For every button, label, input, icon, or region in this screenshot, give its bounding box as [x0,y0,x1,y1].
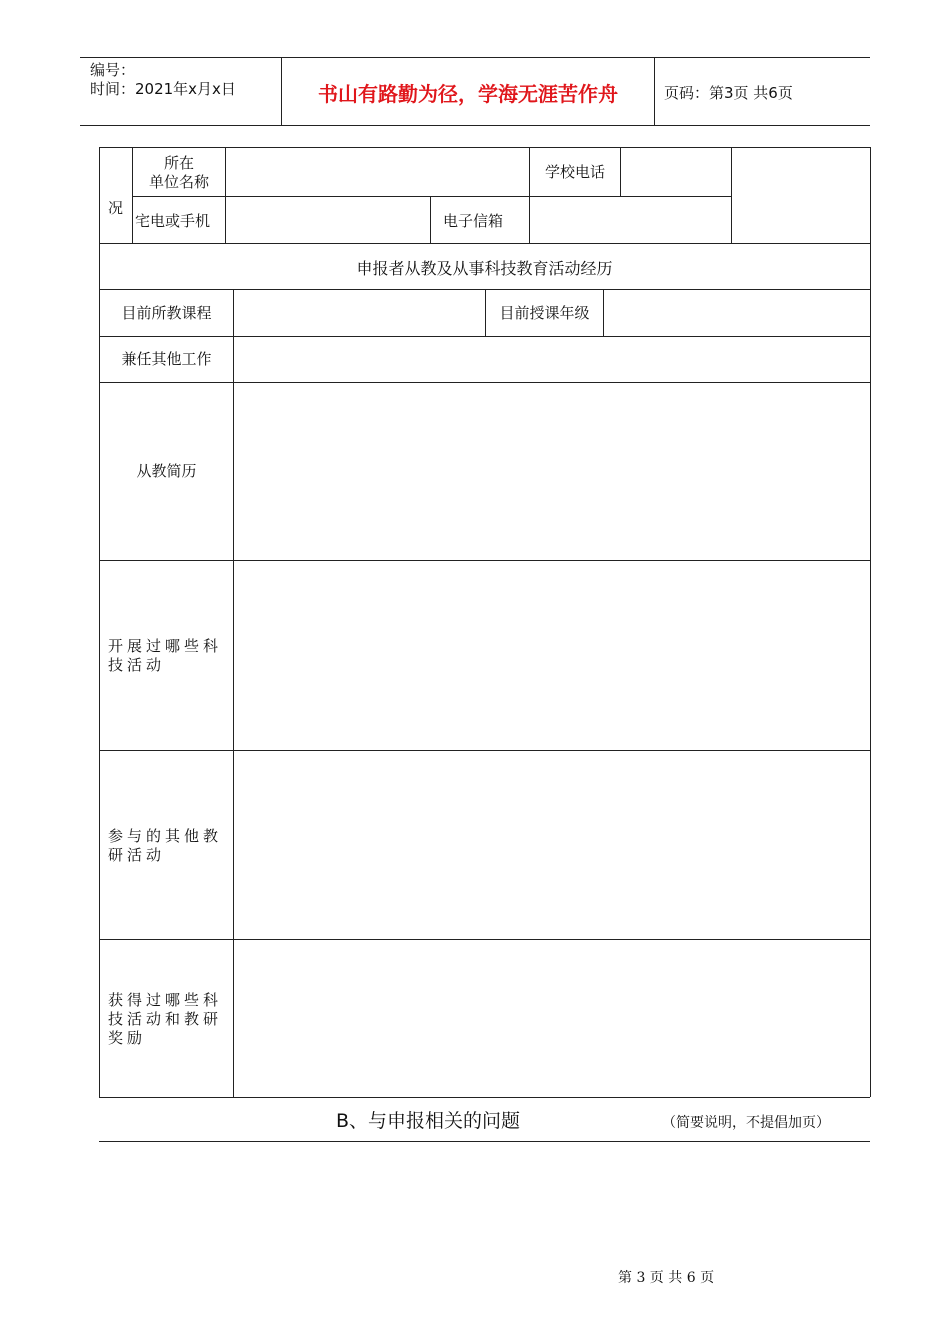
email-label: 电子信箱 [442,212,503,230]
unit-name-field[interactable] [226,148,528,195]
other-work-field[interactable] [234,337,869,381]
other-work-label: 兼任其他工作 [121,350,212,368]
teaching-resume-field[interactable] [234,383,869,559]
footer-page-number: 第 3 页 共 6 页 [618,1270,715,1286]
awards-field[interactable] [234,940,869,1096]
current-courses-field[interactable] [234,290,484,335]
side-label: 况 [108,199,124,217]
school-phone-label: 学校电话 [544,163,605,181]
header-divider-right [654,57,655,125]
section-b-rule [99,1141,870,1142]
awards-label: 获得过哪些科技活动和教研奖励 [108,991,223,1047]
section-title: 申报者从教及从事科技教育活动经历 [356,259,613,278]
home-phone-field[interactable] [226,197,429,242]
table-right-border [870,147,871,1097]
unit-name-label-line1: 所在 [163,154,194,172]
motto-title: 书山有路勤为径，学海无涯苦作舟 [318,82,618,106]
section-b-title: B、与申报相关的问题 [336,1110,521,1132]
header-top-rule [80,57,870,58]
other-research-field[interactable] [234,751,869,938]
contact-bottom-rule [99,243,870,244]
time-label: 时间：2021年x月x日 [90,80,236,98]
tech-activities-label: 开展过哪些科技活动 [108,637,223,674]
email-field[interactable] [530,197,730,242]
photo-box [732,148,869,242]
current-courses-label: 目前所教课程 [121,304,212,322]
section-b-note: （简要说明，不提倡加页） [662,1115,830,1131]
current-grade-field[interactable] [604,290,869,335]
serial-label: 编号： [90,61,136,79]
current-grade-label: 目前授课年级 [499,304,590,322]
home-phone-label: 宅电或手机 [135,212,211,230]
tech-activities-field[interactable] [234,561,869,749]
other-research-label: 参与的其他教研活动 [108,827,223,864]
header-bottom-rule [80,125,870,126]
unit-name-label-line2: 单位名称 [148,173,209,191]
school-phone-field[interactable] [621,148,730,195]
page-info: 页码：第3页 共6页 [664,84,793,102]
table-bottom-border [99,1097,870,1098]
teaching-resume-label: 从教简历 [136,462,197,480]
